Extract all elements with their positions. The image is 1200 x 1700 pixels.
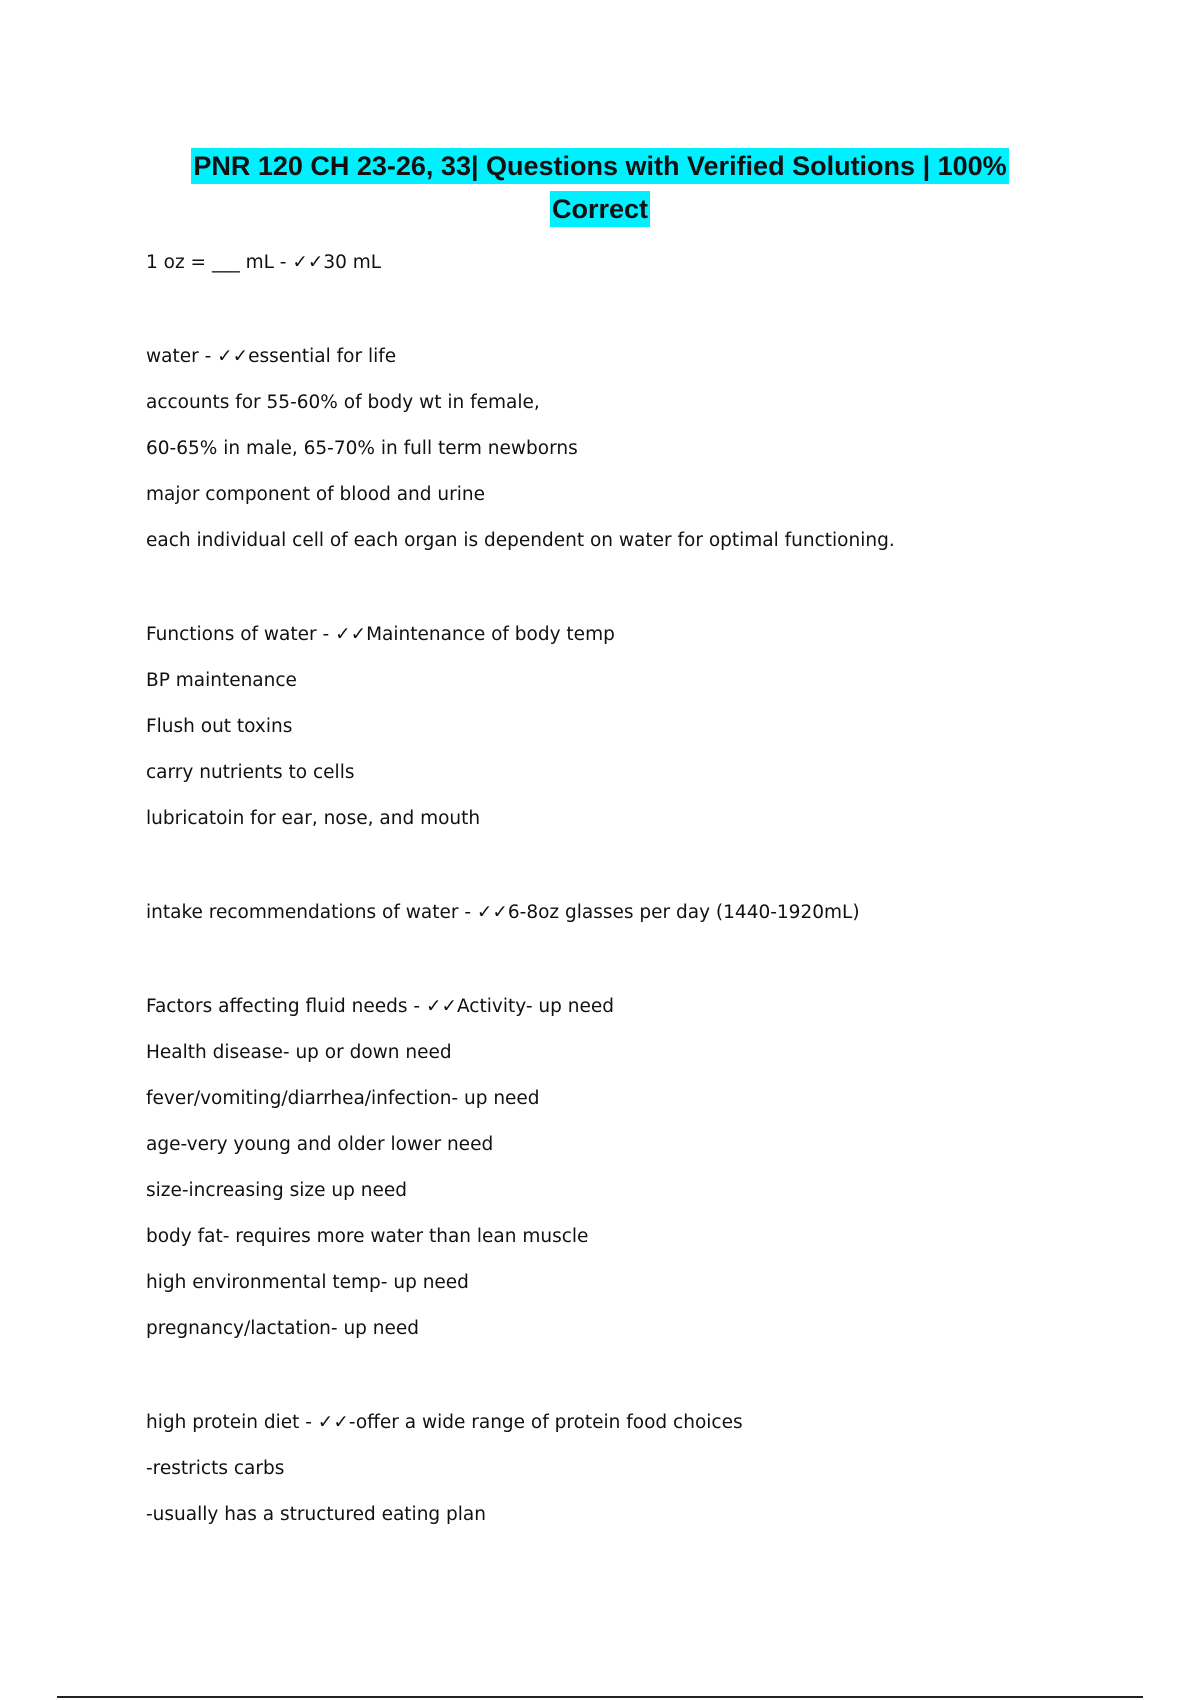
title-line-1: PNR 120 CH 23-26, 33| Questions with Verified Solutions | 100%: [191, 148, 1008, 184]
text-line: BP maintenance: [146, 670, 297, 691]
text-line: lubricatoin for ear, nose, and mouth: [146, 808, 481, 829]
text-line: 1 oz = ___ mL - ✓✓30 mL: [146, 252, 382, 273]
text-line: intake recommendations of water - ✓✓6-8oz glasses per day (1440-1920mL): [146, 902, 860, 923]
text-line: 60-65% in male, 65-70% in full term newborns: [146, 438, 578, 459]
text-line: -restricts carbs: [146, 1458, 285, 1479]
text-line: Factors affecting fluid needs - ✓✓Activity- up need: [146, 996, 614, 1017]
qa-entry: [146, 1410, 1106, 1548]
qa-entry: [146, 994, 1106, 1362]
document-title: [100, 145, 1100, 231]
text-line: fever/vomiting/diarrhea/infection- up need: [146, 1088, 540, 1109]
text-line: accounts for 55-60% of body wt in female,: [146, 392, 540, 413]
text-line: pregnancy/lactation- up need: [146, 1318, 420, 1339]
text-line: carry nutrients to cells: [146, 762, 355, 783]
text-line: high protein diet - ✓✓-offer a wide range of protein food choices: [146, 1412, 743, 1433]
text-line: Health disease- up or down need: [146, 1042, 452, 1063]
text-line: each individual cell of each organ is dependent on water for optimal functioning.: [146, 530, 895, 551]
text-line: body fat- requires more water than lean muscle: [146, 1226, 589, 1247]
qa-entry: [146, 622, 1106, 852]
text-line: high environmental temp- up need: [146, 1272, 469, 1293]
text-line: Flush out toxins: [146, 716, 293, 737]
page-bottom-rule: [57, 1696, 1143, 1698]
text-line: age-very young and older lower need: [146, 1134, 494, 1155]
qa-entry: [146, 344, 1106, 574]
document-body: [146, 250, 1106, 1548]
qa-entry: [146, 900, 1106, 946]
text-line: size-increasing size up need: [146, 1180, 407, 1201]
title-line-2: Correct: [550, 191, 650, 227]
qa-entry: [146, 250, 1106, 296]
text-line: major component of blood and urine: [146, 484, 485, 505]
text-line: Functions of water - ✓✓Maintenance of body temp: [146, 624, 615, 645]
text-line: -usually has a structured eating plan: [146, 1504, 486, 1525]
text-line: water - ✓✓essential for life: [146, 346, 397, 367]
